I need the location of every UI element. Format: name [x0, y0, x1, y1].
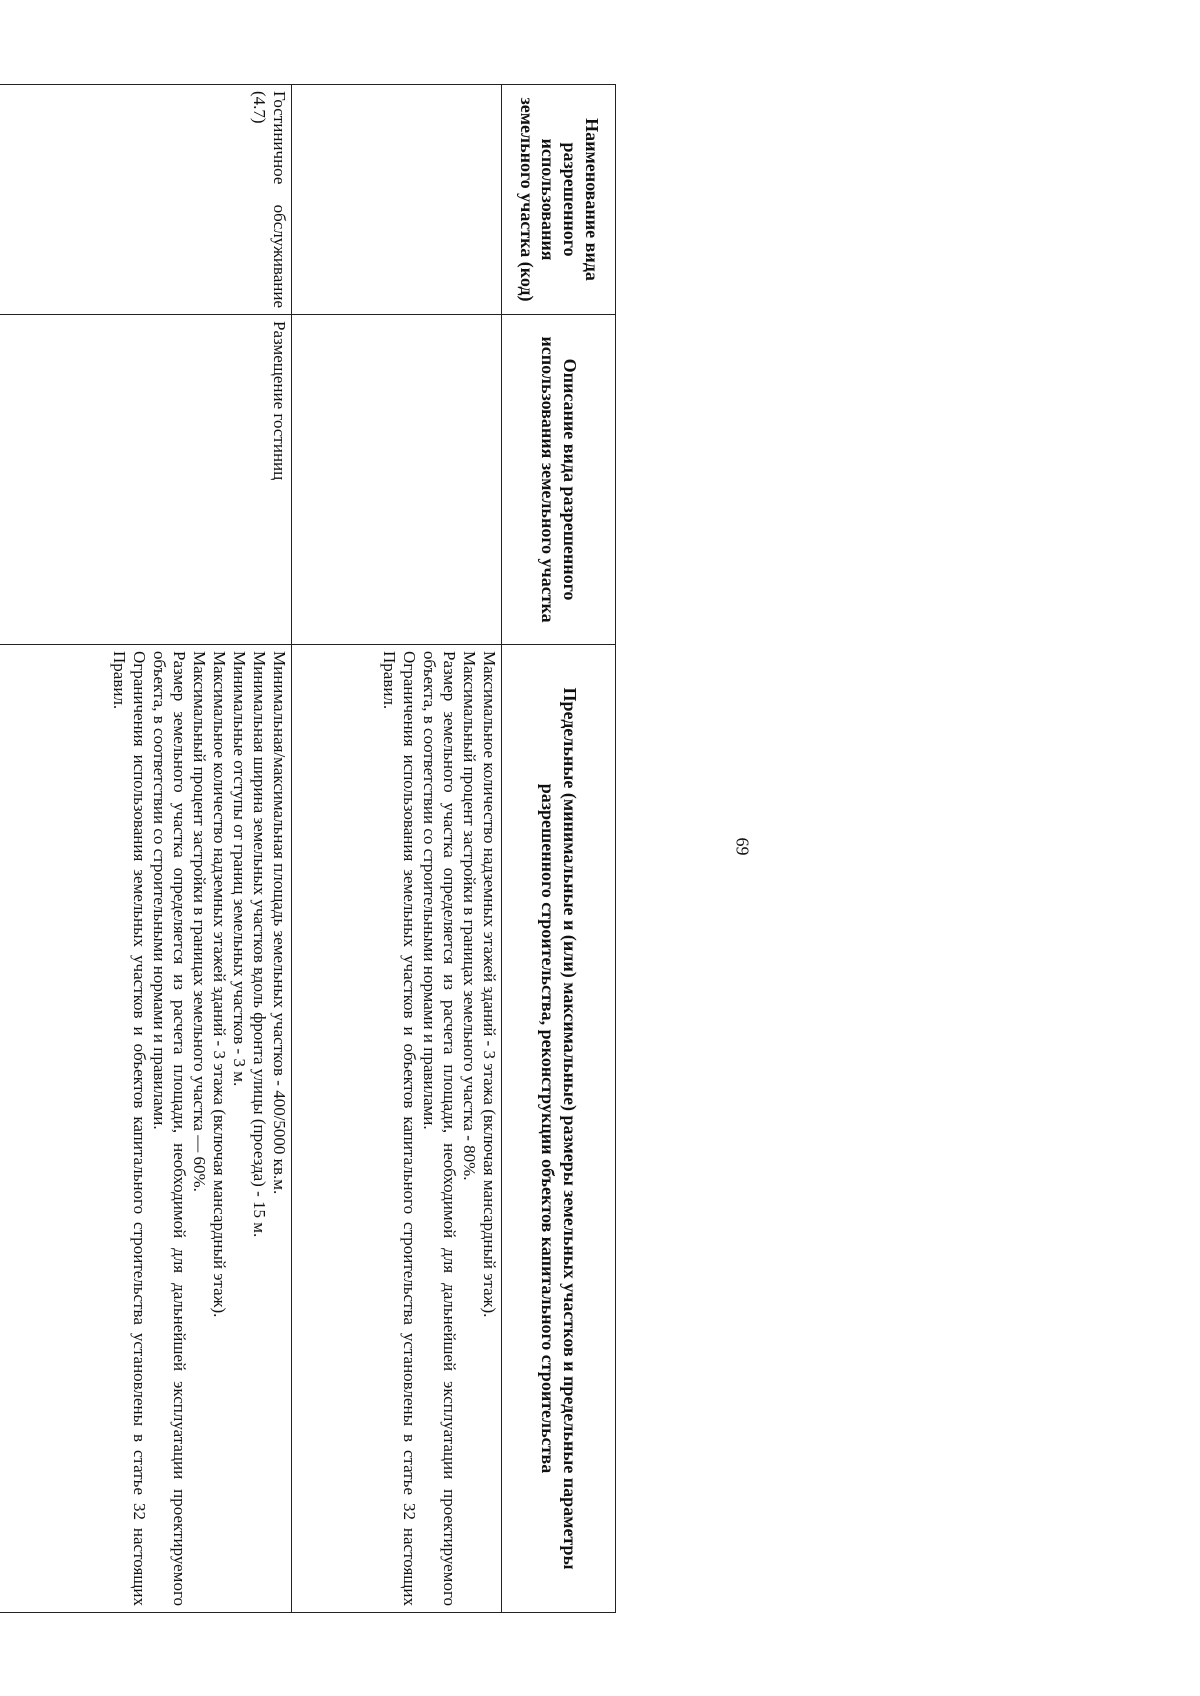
header-limit-parameters: Предельные (минимальные и (или) максимальные) размеры земельных участков и предельные параметры разрешенного строительства, реконструкции объектов капитального строительства — [502, 645, 616, 1613]
header-land-use-description: Описание вида разрешенного использования земельного участка — [502, 315, 616, 645]
cell-limit-parameters — [0, 645, 292, 1613]
table-row — [292, 85, 502, 1613]
param-line: Максимальное количество надземных этажей зданий - 3 этажа (включая мансардный этаж). — [480, 651, 499, 1318]
cell-land-use-description: Размещение гостиниц — [0, 315, 292, 645]
cell-land-use-description — [292, 315, 502, 645]
param-line: Минимальная ширина земельных участков вдоль фронта улицы (проезда) - 15 м. — [249, 651, 269, 1238]
param-line: Размер земельного участка определяется из расчета площади, необходимой для дальнейшей эксплуатации проектируемого объекта, в соответствии со строительными нормами и правилами. — [149, 651, 189, 1606]
param-line: Минимальные отступы от границ земельных участков - 3 м. — [229, 651, 249, 1087]
rotated-page — [0, 84, 616, 1612]
param-line: Ограничения использования земельных участков и объектов капитального строительства установлены в статье 32 настоящих Правил. — [379, 651, 419, 1606]
land-use-table — [0, 84, 616, 1613]
param-line: Максимальный процент застройки в границах земельного участка - 80%. — [459, 651, 479, 1181]
param-line: Минимальная/максимальная площадь земельных участков - 400/5000 кв.м. — [270, 651, 289, 1195]
table-row — [0, 85, 292, 1613]
cell-limit-parameters — [292, 645, 502, 1613]
table-header-row — [502, 85, 616, 1613]
param-line: Максимальное количество надземных этажей зданий - 3 этажа (включая мансардный этаж). — [209, 651, 229, 1318]
page-number: 69 — [732, 837, 753, 856]
cell-land-use-name — [292, 85, 502, 315]
param-line: Ограничения использования земельных участков и объектов капитального строительства установлены в статье 32 настоящих Правил. — [109, 651, 149, 1606]
cell-land-use-name: Гостиничное обслуживание (4.7) — [0, 85, 292, 315]
param-line: Максимальный процент застройки в границах земельного участка — 60%. — [189, 651, 209, 1192]
param-line: Размер земельного участка определяется из расчета площади, необходимой для дальнейшей эксплуатации проектируемого объекта, в соответствии со строительными нормами и правилами. — [419, 651, 459, 1606]
header-land-use-name: Наименование вида разрешенного использования земельного участка (код) — [502, 85, 616, 315]
